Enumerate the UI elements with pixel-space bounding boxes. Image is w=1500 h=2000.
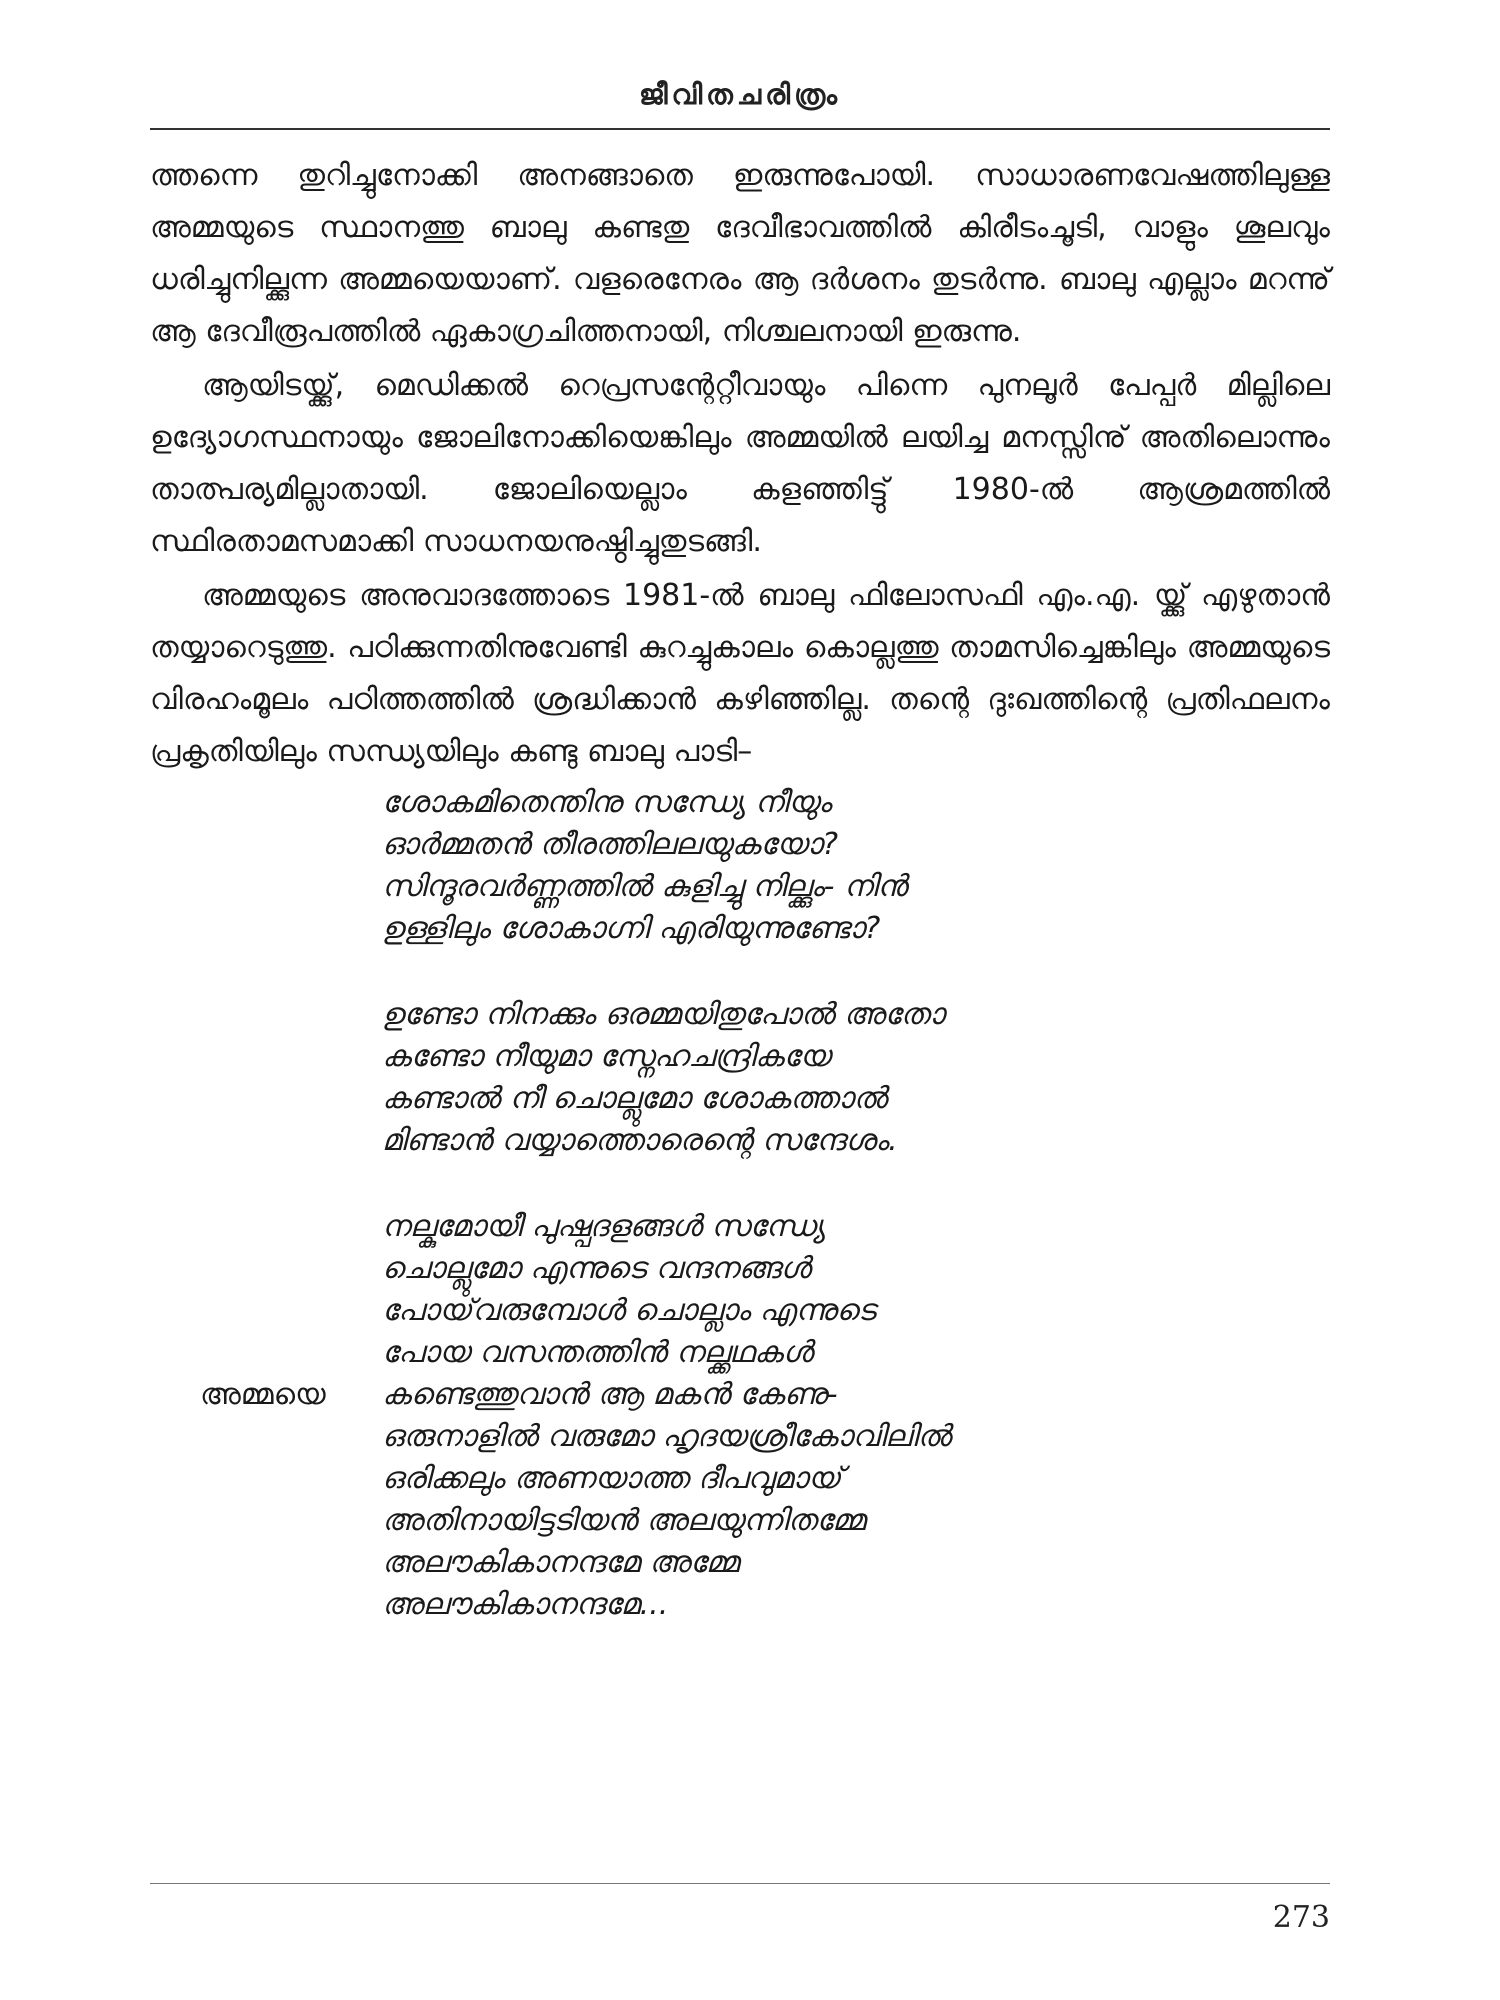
- verse-line: കണ്ടോ നീയുമാ സ്നേഹചന്ദ്രികയേ: [382, 1039, 831, 1074]
- paragraph: ത്തന്നെ തുറിച്ചുനോക്കി അനങ്ങാതെ ഇരുന്നുപോയി. സാധാരണവേഷത്തിലുള്ള അമ്മയുടെ സ്ഥാനത്തു ബാലു കണ്ടതു ദേവീഭാവത്തിൽ കിരീടംചൂടി, വാളും ശൂലവും ധരിച്ചുനില്ക്കുന്ന അമ്മയെയാണ്. വളരെനേരം ആ ദർശനം തുടർന്നു. ബാലു എല്ലാം മറന്നു് ആ ദേവീരൂപത്തിൽ ഏകാഗ്രചിത്തനായി, നിശ്ചലനായി ഇരുന്നു.: [150, 158, 1330, 349]
- verse-line: ചൊല്ലുമോ എന്നുടെ വന്ദനങ്ങൾ: [382, 1251, 811, 1286]
- stanza: [200, 1206, 1330, 1626]
- verse-line: പോയ്‌വരുമ്പോൾ ചൊല്ലാം എന്നുടെ: [382, 1293, 876, 1328]
- paragraph: അമ്മയുടെ അനുവാദത്തോടെ 1981-ൽ ബാലു ഫിലോസഫി എം.എ. യ്ക്കു് എഴുതാൻ തയ്യാറെടുത്തു. പഠിക്കുന്നതിനുവേണ്ടി കുറച്ചുകാലം കൊല്ലത്തു താമസിച്ചെങ്കിലും അമ്മയുടെ വിരഹംമൂലം പഠിത്തത്തിൽ ശ്രദ്ധിക്കാൻ കഴിഞ്ഞില്ല. തന്റെ ദുഃഖത്തിന്റെ പ്രതിഫലനം പ്രകൃതിയിലും സന്ധ്യയിലും കണ്ടു ബാലു പാടി–: [150, 578, 1330, 769]
- header-rule: [150, 128, 1330, 130]
- verse-line: അലൗകികാനന്ദമേ അമ്മേ: [382, 1545, 739, 1580]
- verse-line: ശോകമിതെന്തിനു സന്ധ്യേ നീയും: [382, 785, 832, 820]
- verse-row: [200, 1374, 1330, 1416]
- paragraph: ആയിടയ്ക്കു്, മെഡിക്കൽ റെപ്രസന്റേറ്റീവായും പിന്നെ പുനലൂർ പേപ്പർ മില്ലിലെ ഉദ്യോഗസ്ഥനായും ജോലിനോക്കിയെങ്കിലും അമ്മയിൽ ലയിച്ച മനസ്സിനു് അതിലൊന്നും താത്പര്യമില്ലാതായി. ജോലിയെല്ലാം കളഞ്ഞിട്ടു് 1980-ൽ ആശ്രമത്തിൽ സ്ഥിരതാമസമാക്കി സാധനയനുഷ്ഠിച്ചുതുടങ്ങി.: [150, 368, 1330, 559]
- verse-line: ഉണ്ടോ നിനക്കും ഒരമ്മയിതുപോൽ അതോ: [382, 997, 945, 1032]
- footer-rule: [150, 1883, 1330, 1884]
- verse-line: മിണ്ടാൻ വയ്യാത്തൊരെന്റെ സന്ദേശം.: [382, 1123, 898, 1158]
- verse-line: പോയ വസന്തത്തിൻ നല്ക്കഥകൾ: [382, 1335, 813, 1370]
- speaker-label: അമ്മയെ: [200, 1377, 326, 1412]
- verse-line: സിന്ദൂരവർണ്ണത്തിൽ കുളിച്ചു നില്ക്കും- നിൻ: [382, 869, 907, 904]
- body-text: [150, 150, 1330, 1626]
- verse-line: നല്കുമോയീ പുഷ്പദളങ്ങൾ സന്ധ്യേ: [382, 1209, 826, 1244]
- stanza: [382, 782, 1330, 950]
- verse-line: കണ്ടെത്തുവാൻ ആ മകൻ കേണു-: [382, 1377, 838, 1412]
- verse-line: കണ്ടാൽ നീ ചൊല്ലുമോ ശോകത്താൽ: [382, 1081, 887, 1116]
- running-header: ജീവിതചരിത്രം: [639, 78, 841, 111]
- verse-line: ഉള്ളിലും ശോകാഗ്നി എരിയുന്നുണ്ടോ?: [382, 911, 881, 946]
- verse-line: ഒരുനാളിൽ വരുമോ ഹൃദയശ്രീകോവിലിൽ: [382, 1419, 951, 1454]
- verse-line: ഓർമ്മതൻ തീരത്തിലലയുകയോ?: [382, 827, 839, 862]
- page-number: 273: [1272, 1900, 1330, 1935]
- verse-line: അതിനായിട്ടടിയൻ അലയുന്നിതമ്മേ: [382, 1503, 866, 1538]
- verse-line: അലൗകികാനന്ദമേ...: [382, 1587, 669, 1622]
- poem: [150, 782, 1330, 1626]
- verse-line: ഒരിക്കലും അണയാത്ത ദീപവുമായ്: [382, 1461, 842, 1496]
- stanza: [382, 994, 1330, 1162]
